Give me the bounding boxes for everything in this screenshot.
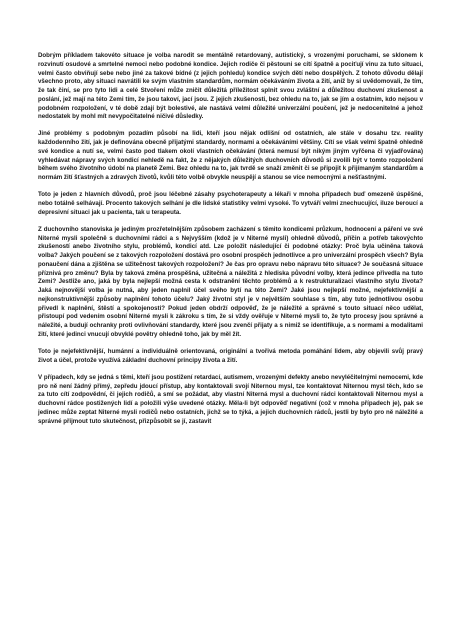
document-body	[38, 52, 423, 435]
paragraph-5: Toto je nejefektivnější, humánní a individuálně orientovaná, originální a tvořivá metoda pomáhání lidem, aby objevili svůj pravý život a účel, protože využívá základní duchovní principy života a žití.	[38, 348, 423, 364]
paragraph-3: Toto je jeden z hlavních důvodů, proč jsou léčebné zásahy psychoterapeuty a lékaři v mnoha případech buď omezeně úspěšné, nebo totálně selhávají. Procento takových selhání je dle lidské statistiky velmi vysoké. To vytváří velmi znechucující, iluze beroucí a depresivní situaci jak u pacienta, tak u terapeuta.	[38, 191, 423, 216]
paragraph-2: Jiné problémy s podobným pozadím působí na lidi, kteří jsou nějak odlišní od ostatních, ale stále v dosahu tzv. reality každodenního žití, jak je definována obecně přijatými standardy, normami a očekáváními většiny. Cítí se však velmi špatně ohledně své kondice a nutí se, velmi často pod tlakem okolí vlastních očekávání (která nemusí být nikým jiným vyřčena či vyjadřována) vyhledávat nápravy svých kondicí nehledě na fakt, že z nějakých důležitých duchovních důvodů si zvolili být v tomto rozpoložení během svého životního údobí na planetě Zemi. Bez ohledu na to, jak tvrdě se snaží změnit či se připojit k přijímaným standardům a normám žití šťastných a zdravých životů, kvůli této volbě obvykle neuspějí a stanou se více nemocnými a nešťastnými.	[38, 130, 423, 182]
paragraph-4: Z duchovního stanoviska je jediným prozřetelnějším způsobem zacházení s těmito kondicemi průzkum, hodnocení a páření ve své Niterné mysli společně s duchovními rádci a s Nejvyšším (kdož je v Niterné mysli) ohledně důvodů, příčin a potřeb takovýchto zkušeností anebo životního stylu, problémů, kondicí atd. Lze položit následující či podobné otázky: Proč byla učiněna taková volba? Jakých poučení se z takových rozpoložení dostává pro osobní prospěch jednotlivce a pro univerzální prospěch všech? Byla ponaučení dána a zjištěna se užitečnost takových rozpoložení? Je čas pro opravu nebo nápravu této situace? Je současná situace příznivá pro změnu? Byla by taková změna prospěšná, užitečná a náležitá z hlediska původní volby, která jedince přivedla na tuto Zemi? Jestliže ano, jaká by byla nejlepší možná cesta k odstranění těchto problémů a k restrukturalizaci vlastního stylu života? Jaká nejnovější volba je nutná, aby jeden naplnil účel svého bytí na této Zemi? Jaké jsou nejlepší možné, nejefektivnější a nejkonstruktivnější způsoby naplnění tohoto účelu? Jaký životní styl je v největším souhlase s tím, aby tuto jednotlivou osobu přivedl k naplnění, štěstí a spokojenosti? Pokud jeden obdrží odpověď, že je náležité a správné s touto situací něco udělat, přistoupí pod vedením osobní Niterné mysli k zákroku s tím, že si vždy ověřuje v Niterné mysli to, že tyto procesy jsou správné a náležité, a budují ochranky proti ovlivňování standardy, které jsou zvenčí přijaty a s nimiž se identifikuje, a s normami a modalitami žití, které jedinci vnucují obvyklé povětry ohledně toho, jak by měl žít.	[38, 225, 423, 338]
paragraph-1: Dobrým příkladem takovéto situace je volba narodit se mentálně retardovaný, autistický, s vrozenými poruchami, se sklonem k rozvinutí osudové a smrtelné nemoci nebo podobné kondice. Jejich rodiče či pěstouni se cítí špatně a pociťují vinu za tuto situaci, velmi často obviňují sebe nebo jiné za takové bídné (z jejich pohledu) kondice svých dětí nebo dospělých. Z tohoto důvodu dělají všechno proto, aby situaci navrátili ke svým vlastním standardům, normám očekáváním života a žití, aniž by si uvědomovali, že tím, že tak činí, se pro tyto lidi a celé Stvoření může zničit důležitá příležitost splnit svou zvláštní a důležitou duchovní zkušenost a poslání, jež mají na této Zemi tím, že jsou takoví, jací jsou. Z jejich zkušenosti, bez ohledu na to, jak se jím a ostatním, kdo nejsou v podobném rozpoložení, v té době zdají být bolestivé, ale nastává velmi důležité univerzální poučení, jež je nedocenitelné a jehož nedostatek by mohl mít nevypočitatelné ničivé důsledky.	[38, 52, 423, 121]
paragraph-6: V případech, kdy se jedná s těmi, kteří jsou postižení retardací, autismem, vrozenými defekty anebo nevyléčitelnými nemocemi, kde pro ně není žádný přímý, zepředu jdoucí přístup, aby kontaktovali svojí Niternou mysl, tze kontaktovat Niternou mysl těch, kdo se za tuto cítí zodpovědní, či jejich rodičů, a smí se požádat, aby vlastní Niterná mysl a duchovní rádci kontaktovali Niternou mysl a duchovní rádce postižených lidí a položili výše uvedené otázky. Měla-li být odpověď negativní (což v mnoha případech je), pak se jedinec může zeptat Niterné mysli rodičů nebo ostatních, jichž se to týká, a jejich duchovních rádců, jestli by bylo pro ně náležité a správné přijmout tuto skutečnost, přizpůsobit se jí, zastavit	[38, 373, 423, 425]
